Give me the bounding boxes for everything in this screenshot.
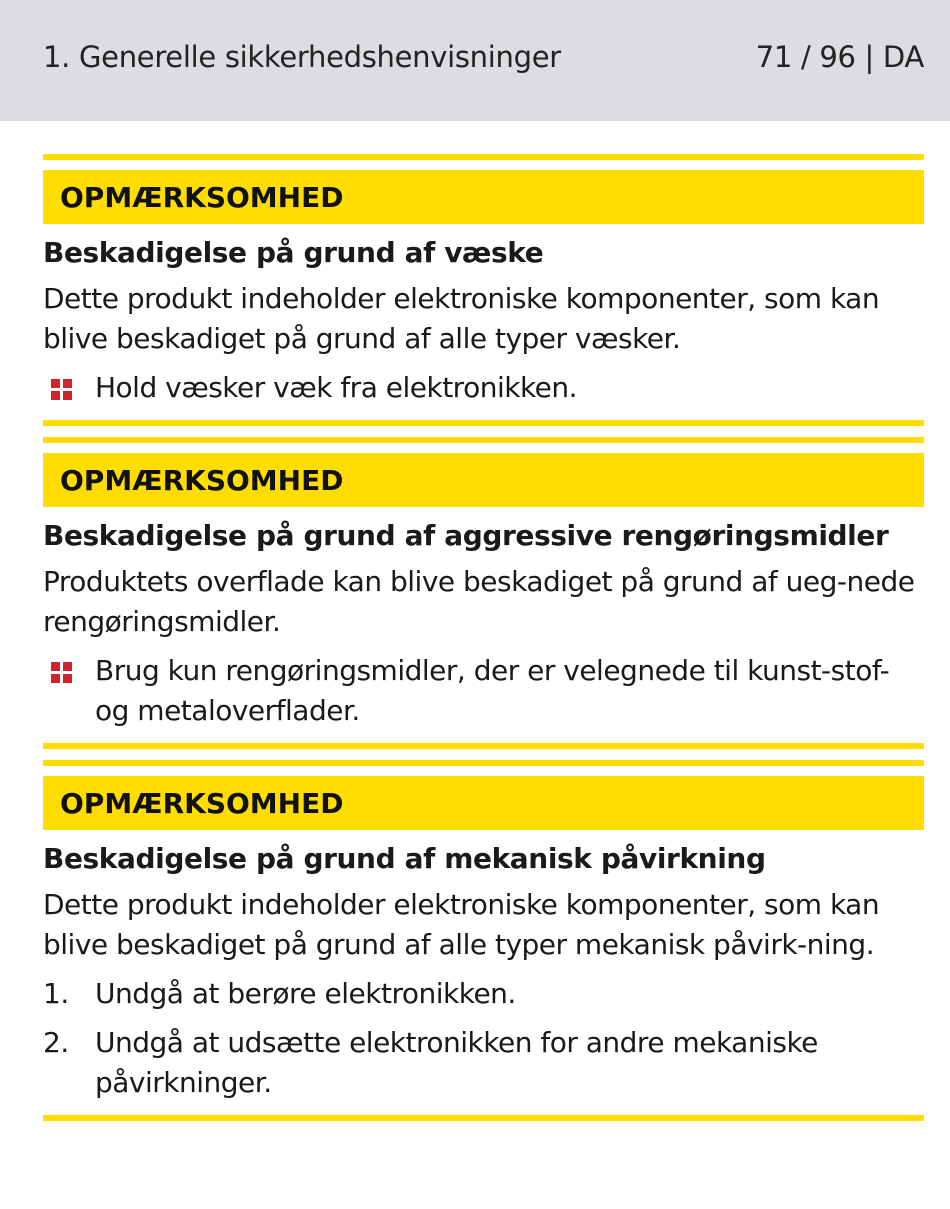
notice-top-rule	[43, 437, 924, 443]
step-number: 2.	[43, 1026, 69, 1059]
notice-banner-label: OPMÆRKSOMHED	[60, 180, 344, 214]
red-square-bullet-icon	[43, 368, 95, 408]
document-content	[43, 154, 924, 1121]
notice-liquid-damage	[43, 154, 924, 426]
notice-banner	[43, 170, 924, 224]
notice-banner-label: OPMÆRKSOMHED	[60, 463, 344, 497]
notice-banner-label: OPMÆRKSOMHED	[60, 786, 344, 820]
notice-banner	[43, 776, 924, 830]
notice-bottom-rule	[43, 1115, 924, 1121]
list-item	[43, 651, 924, 731]
notice-bottom-rule	[43, 420, 924, 426]
page-number: 71 / 96 | DA	[755, 40, 924, 74]
section-title: 1. Generelle sikkerhedshenvisninger	[43, 40, 561, 74]
notice-mechanical-damage	[43, 760, 924, 1121]
notice-bottom-rule	[43, 743, 924, 749]
numbered-step	[43, 1023, 924, 1103]
notice-body: Dette produkt indeholder elektroniske komponenter, som kan blive beskadiget på grund af alle typer væsker.	[43, 282, 880, 355]
list-item	[43, 368, 924, 408]
step-text: Undgå at udsætte elektronikken for andre mekaniske påvirkninger.	[95, 1026, 818, 1099]
notice-title: Beskadigelse på grund af mekanisk påvirkning	[43, 842, 766, 875]
list-item-text: Brug kun rengøringsmidler, der er velegnede til kunst-stof- og metaloverflader.	[95, 654, 890, 727]
notice-banner	[43, 453, 924, 507]
notice-title: Beskadigelse på grund af aggressive rengøringsmidler	[43, 519, 889, 552]
notice-top-rule	[43, 760, 924, 766]
step-number: 1.	[43, 977, 69, 1010]
page-header	[0, 0, 950, 121]
list-item-text: Hold væsker væk fra elektronikken.	[95, 371, 578, 404]
notice-top-rule	[43, 154, 924, 160]
notice-cleaning-agents	[43, 437, 924, 749]
numbered-step	[43, 974, 924, 1014]
red-square-bullet-icon	[43, 651, 95, 731]
step-text: Undgå at berøre elektronikken.	[95, 977, 516, 1010]
notice-body: Produktets overflade kan blive beskadiget på grund af ueg-nede rengøringsmidler.	[43, 565, 915, 638]
notice-body: Dette produkt indeholder elektroniske komponenter, som kan blive beskadiget på grund af alle typer mekanisk påvirk-ning.	[43, 888, 880, 961]
notice-title: Beskadigelse på grund af væske	[43, 236, 544, 269]
